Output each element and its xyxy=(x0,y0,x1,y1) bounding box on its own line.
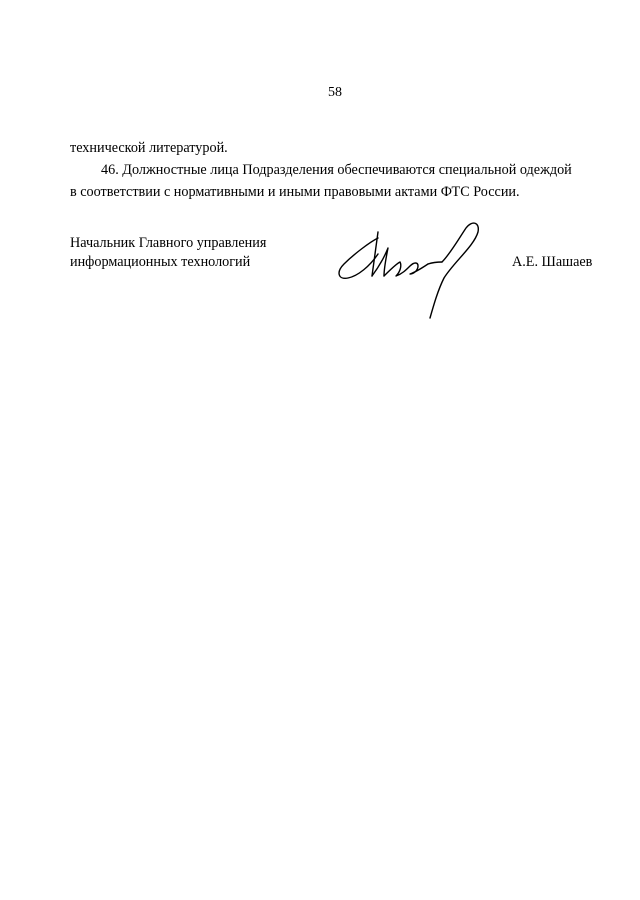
body-text-line-1: технической литературой. xyxy=(70,140,228,156)
signatory-position-line-1: Начальник Главного управления xyxy=(70,235,267,251)
signatory-name: А.Е. Шашаев xyxy=(512,254,593,270)
body-text-paragraph-46: 46. Должностные лица Подразделения обеспечиваются специальной одеждой xyxy=(101,162,572,178)
handwritten-signature-icon xyxy=(334,218,494,322)
page-number: 58 xyxy=(328,85,342,100)
signatory-position-line-2: информационных технологий xyxy=(70,254,251,270)
body-text-line-3: в соответствии с нормативными и иными правовыми актами ФТС России. xyxy=(70,184,520,200)
